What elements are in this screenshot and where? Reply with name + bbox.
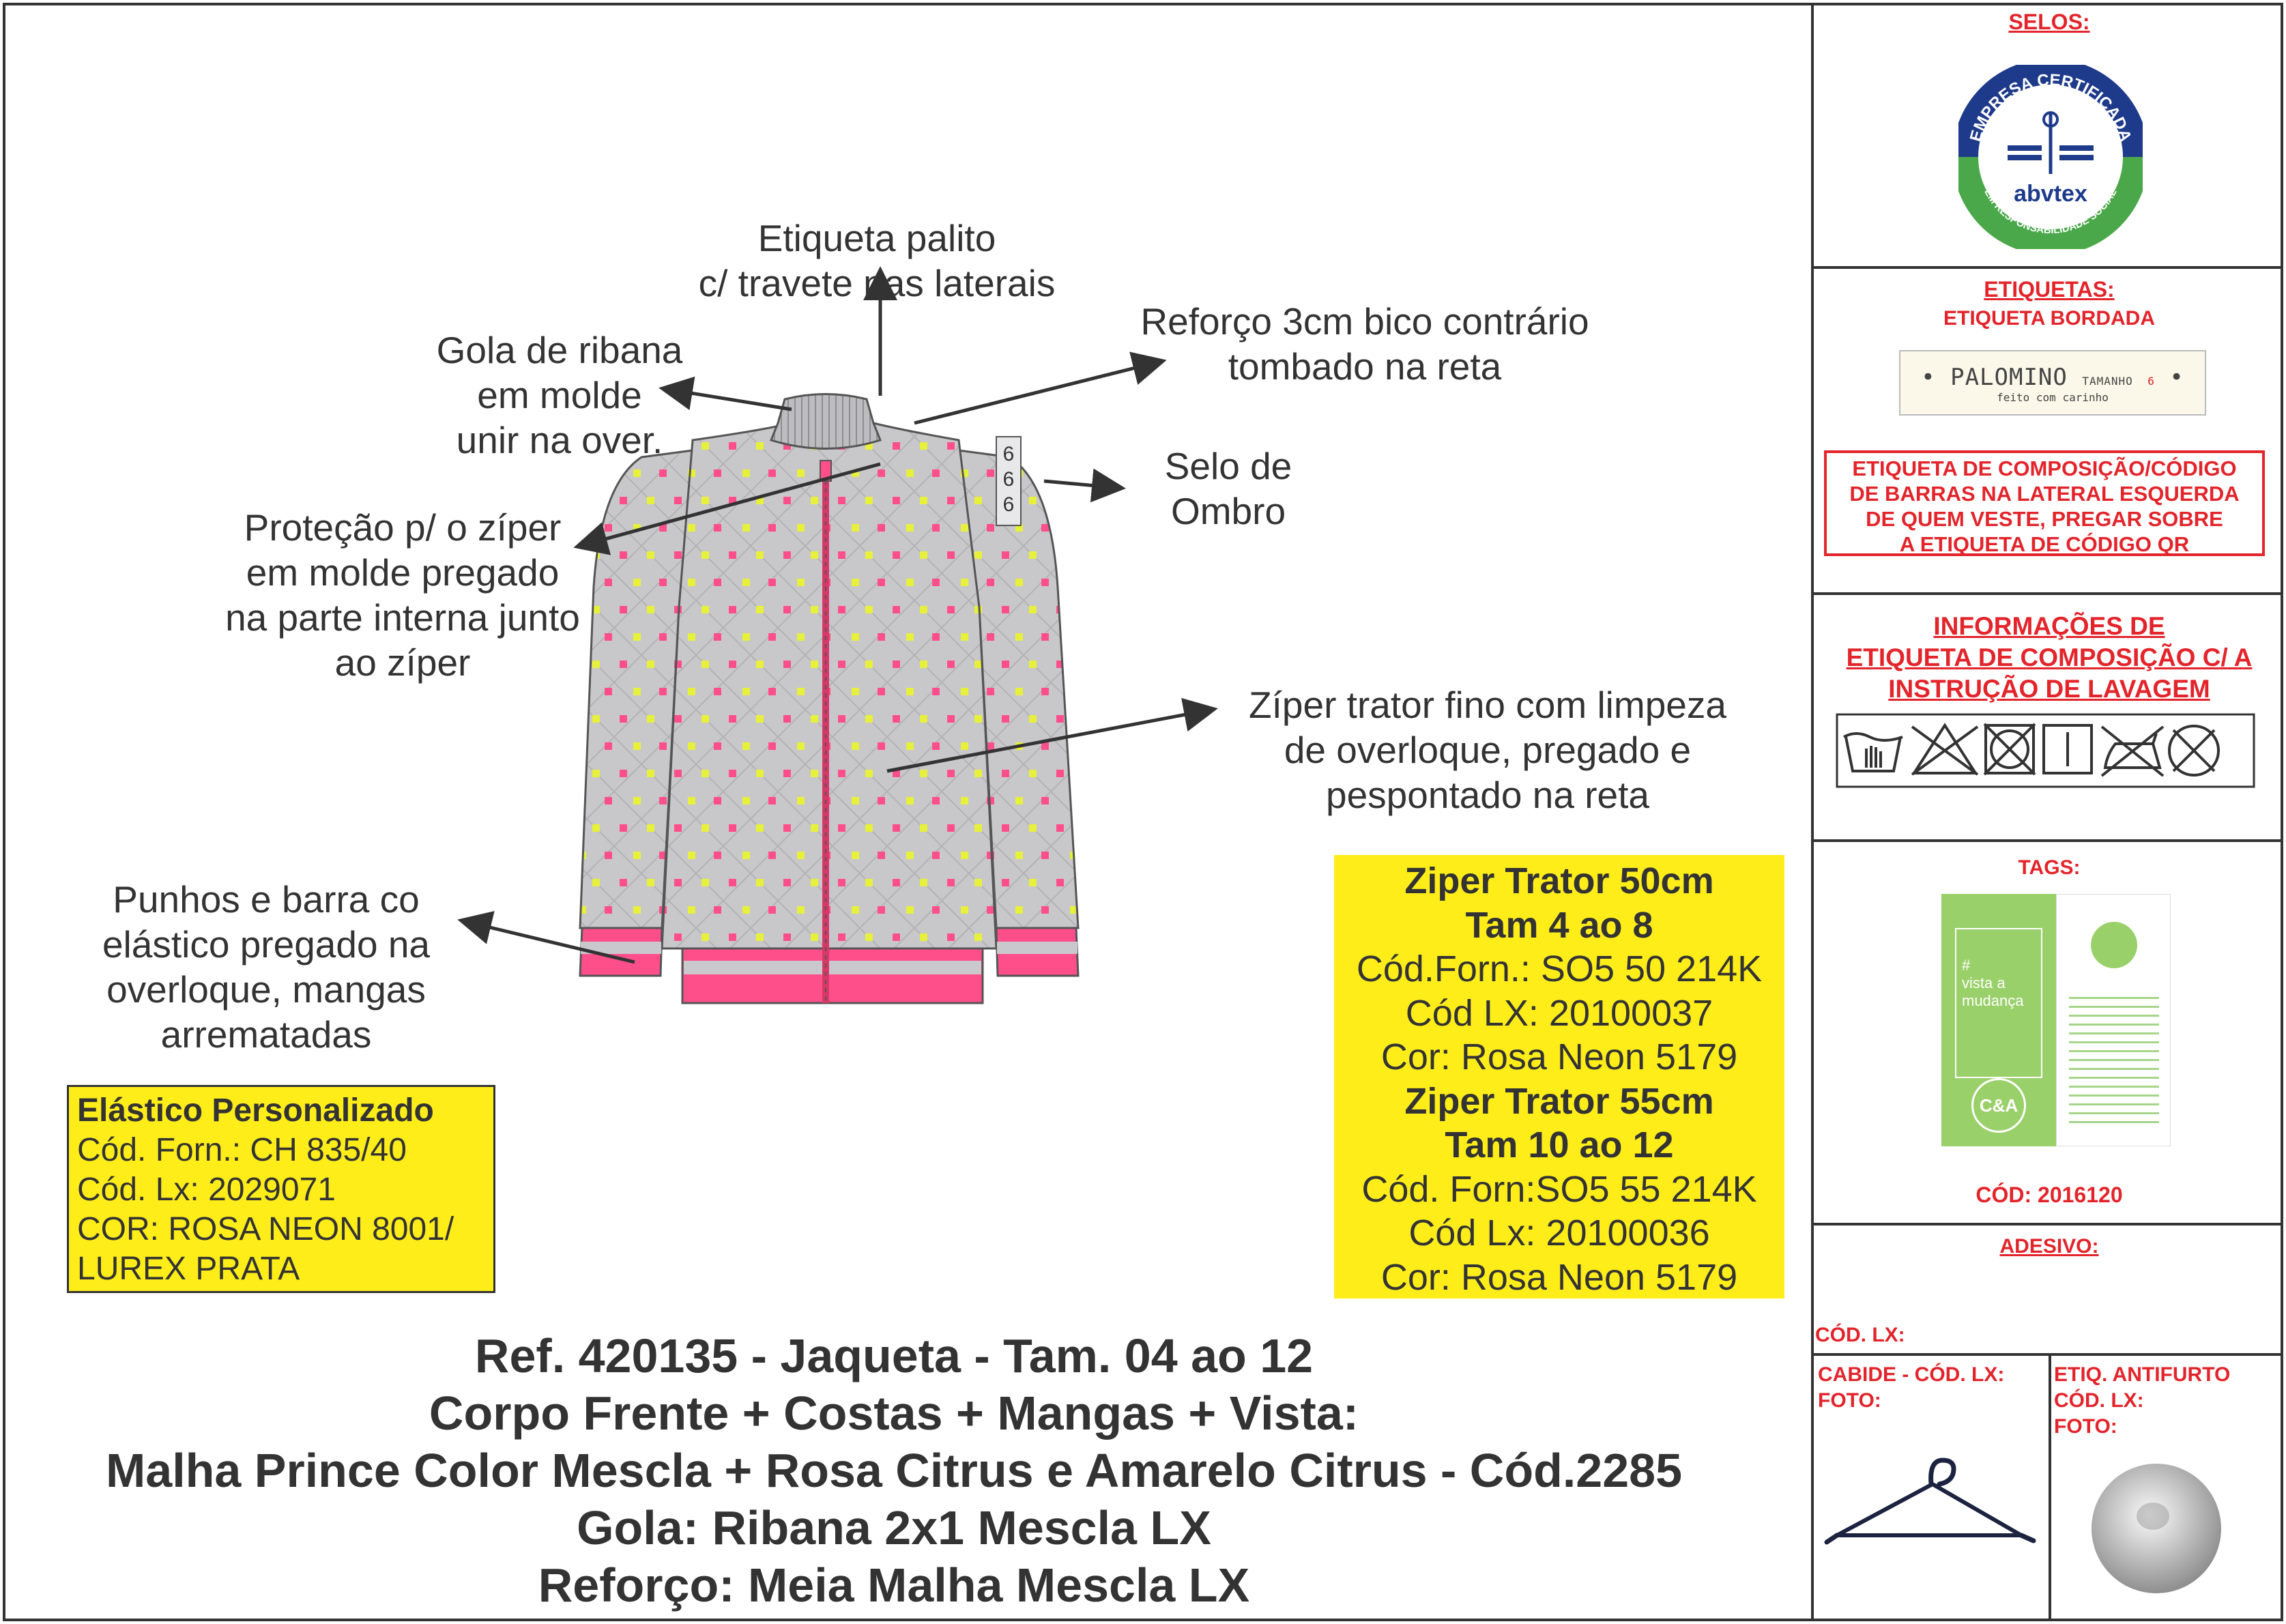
ziper-line: Tam 4 ao 8	[1465, 904, 1653, 946]
ziper-line: Cód. Forn:SO5 55 214K	[1361, 1168, 1757, 1210]
elastico-info-box: Elástico Personalizado Cód. Forn.: CH 835/40 Cód. Lx: 2029071 COR: ROSA NEON 8001/ LUREX PRATA	[67, 1085, 495, 1293]
svg-text:6: 6	[1002, 493, 1015, 516]
antifurto-label: ETIQ. ANTIFURTO CÓD. LX: FOTO:	[2054, 1363, 2231, 1438]
label-etiqueta-palito: Etiqueta palito c/ travete nas laterais	[698, 217, 1056, 304]
hanger-icon	[1817, 1447, 2049, 1556]
ziper-line: Tam 10 ao 12	[1445, 1125, 1674, 1165]
label-ziper-trator: Zíper trator fino com limpeza de overloque, pregado e pespontado na reta	[1249, 684, 1726, 816]
label-reforco: Reforço 3cm bico contrário tombado na reta	[1140, 300, 1589, 388]
info-etiqueta-title: INFORMAÇÕES DE ETIQUETA DE COMPOSIÇÃO C/ A INSTRUÇÃO DE LAVAGEM	[1846, 612, 2253, 703]
label-punhos: Punhos e barra co elástico pregado na overloque, mangas arrematadas	[102, 878, 431, 1056]
ziper-line: Ziper Trator 50cm	[1404, 860, 1714, 901]
palomino-label: • PALOMINO TAMANHO 6 • feito com carinho	[1899, 350, 2206, 416]
no-tumble-dry-icon	[1984, 724, 2035, 774]
gola-line: Gola: Ribana 2x1 Mescla LX	[577, 1501, 1211, 1554]
svg-text:abvtex: abvtex	[2014, 181, 2087, 207]
selos-title: SELOS:	[2008, 10, 2090, 34]
adesivo-title: ADESIVO:	[1999, 1235, 2099, 1258]
tag-code: CÓD: 2016120	[1976, 1183, 2123, 1207]
ziper-line: Cor: Rosa Neon 5179	[1380, 1036, 1738, 1077]
svg-text:6: 6	[1002, 443, 1015, 465]
right-panel-divider	[1811, 3, 1814, 1621]
security-tag-icon	[2088, 1460, 2225, 1597]
etiquetas-title: ETIQUETAS:	[1984, 277, 2115, 302]
ziper-line: Cor: Rosa Neon 5179	[1380, 1256, 1738, 1298]
ziper-line: Cód Lx: 20100036	[1408, 1213, 1710, 1253]
ziper-line: Ziper Trator 55cm	[1404, 1080, 1714, 1122]
ziper-info-box	[1334, 855, 1784, 1299]
reforco-line: Reforço: Meia Malha Mescla LX	[538, 1558, 1250, 1612]
divider-4	[1812, 1223, 2283, 1226]
divider-1	[1812, 266, 2283, 269]
svg-text:6: 6	[1002, 468, 1015, 491]
tag-front: # vista a mudança C&A	[1941, 894, 2056, 1146]
divider-3	[1812, 839, 2283, 842]
malha-line: Malha Prince Color Mescla + Rosa Citrus e Amarelo Citrus - Cód.2285	[105, 1444, 1683, 1497]
tags-title: TAGS:	[2018, 856, 2081, 879]
etiqueta-bordada: ETIQUETA BORDADA	[1943, 307, 2155, 330]
svg-text:EM RESPONSABILIDADE SOCIAL: EM RESPONSABILIDADE SOCIAL	[1982, 187, 2119, 237]
ref-line: Ref. 420135 - Jaqueta - Tam. 04 ao 12	[474, 1329, 1314, 1382]
cabide-label: CABIDE - CÓD. LX: FOTO:	[1818, 1363, 2005, 1412]
label-protecao-ziper: Proteção p/ o zíper em molde pregado na parte interna junto ao zíper	[225, 506, 580, 684]
care-symbols	[1836, 713, 2255, 788]
divider-6	[2049, 1354, 2051, 1621]
svg-text:EMPRESA CERTIFICADA: EMPRESA CERTIFICADA	[1966, 70, 2135, 144]
divider-5	[1812, 1353, 2283, 1356]
divider-2	[1812, 592, 2283, 595]
ziper-line: Cód.Forn.: SO5 50 214K	[1356, 948, 1763, 989]
composicao-note-box: ETIQUETA DE COMPOSIÇÃO/CÓDIGO DE BARRAS NA LATERAL ESQUERDA DE QUEM VESTE, PREGAR SOBRE A ETIQUETA DE CÓDIGO QR	[1824, 450, 2265, 556]
bottom-description	[41, 1327, 1747, 1614]
cod-lx-label: CÓD. LX:	[1815, 1324, 1905, 1346]
corpo-line: Corpo Frente + Costas + Mangas + Vista:	[429, 1387, 1359, 1440]
label-selo-ombro: Selo de Ombro	[1164, 445, 1292, 532]
ziper-line: Cód LX: 20100037	[1405, 992, 1713, 1034]
abvtex-seal	[1958, 65, 2143, 249]
label-gola: Gola de ribana em molde unir na over.	[436, 329, 683, 461]
tag-back	[2056, 894, 2171, 1146]
